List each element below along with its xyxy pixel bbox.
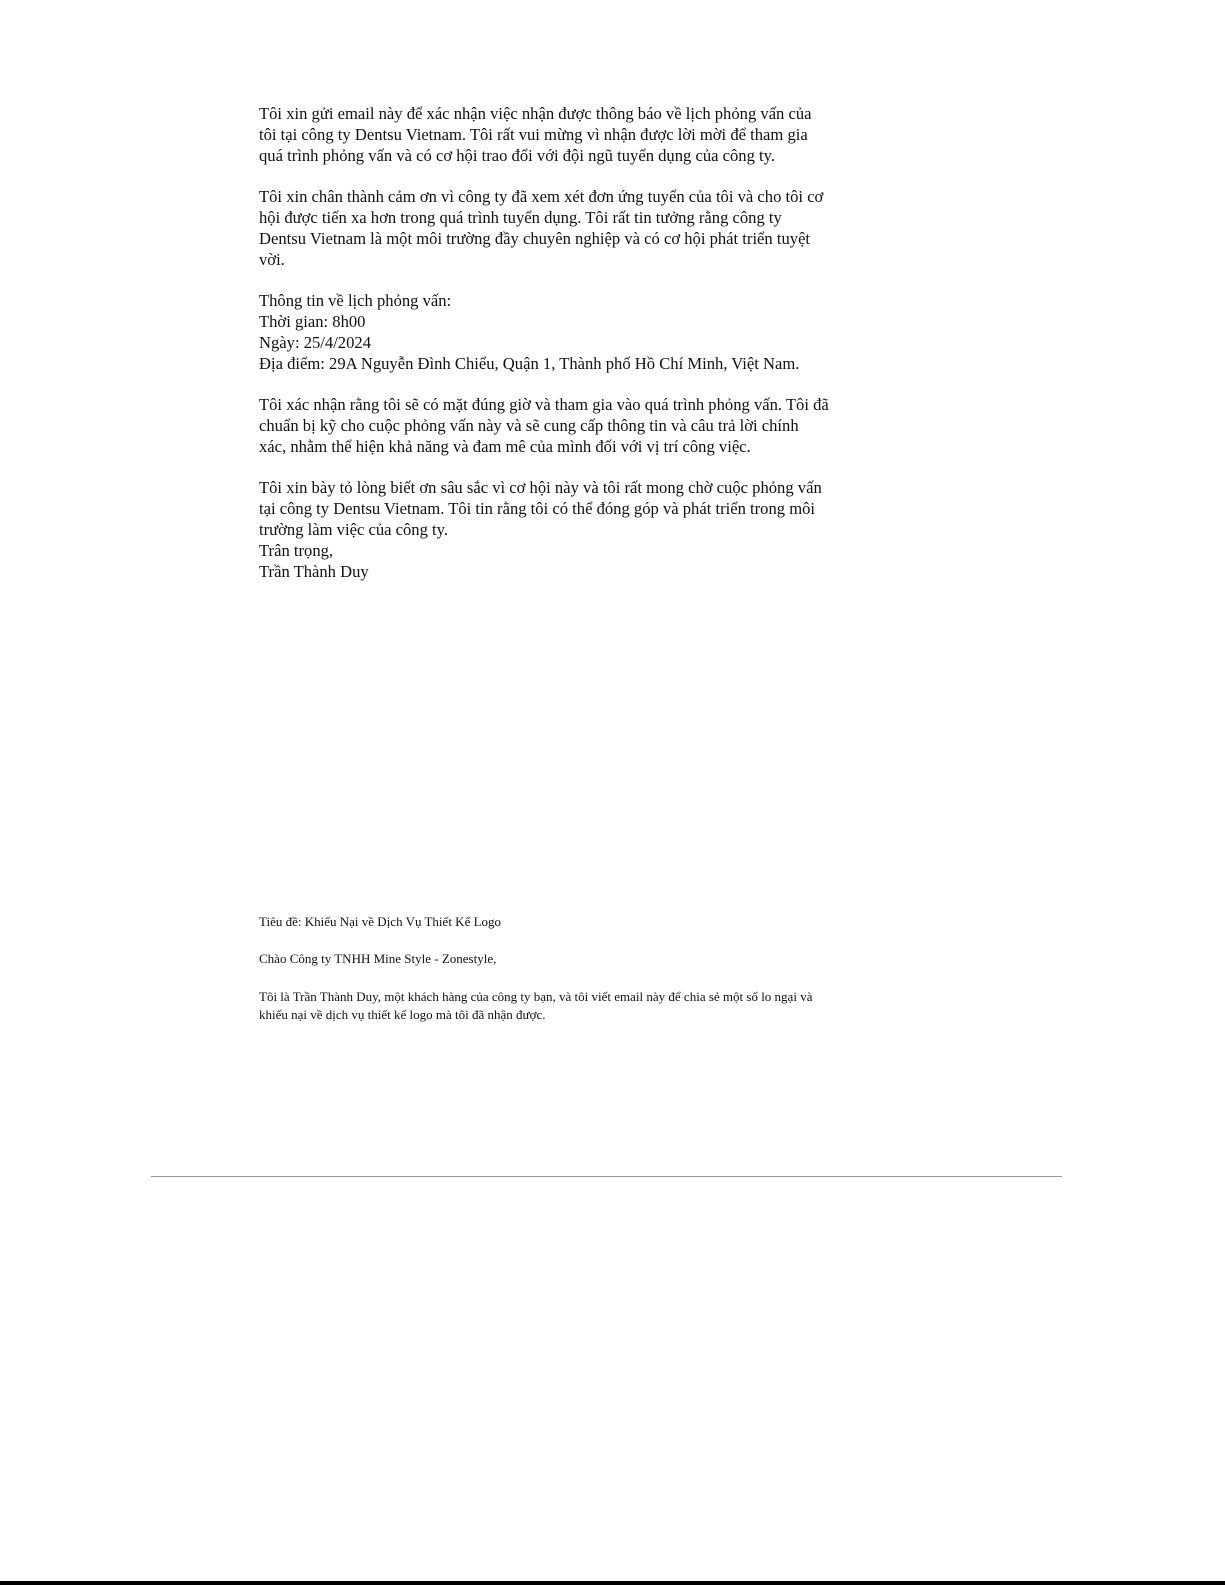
page-separator: [151, 1176, 1062, 1177]
letter-signature: Trần Thành Duy: [259, 561, 369, 581]
complaint-greeting: Chào Công ty TNHH Mine Style - Zonestyle,: [259, 951, 497, 966]
schedule-heading: Thông tin về lịch phỏng vấn:: [259, 291, 452, 311]
schedule-time: Thời gian: 8h00: [259, 311, 366, 331]
letter-paragraph-thanks: Tôi xin chân thành cảm ơn vì công ty đã xem xét đơn ứng tuyển của tôi và cho tôi cơ hội được tiến xa hơn trong quá trình tuyển dụng. Tôi rất tin tưởng rằng công ty Dentsu Vietnam là một môi trường đầy chuyên nghiệp và có cơ hội phát triển tuyệt vời.: [259, 187, 824, 269]
letter-closing: Trân trọng,: [259, 540, 334, 560]
confirmation-letter: [259, 104, 829, 603]
complaint-subject: Tiêu đề: Khiếu Nại về Dịch Vụ Thiết Kế Logo: [259, 914, 502, 929]
letter-paragraph-confirmation: Tôi xác nhận rằng tôi sẽ có mặt đúng giờ và tham gia vào quá trình phỏng vấn. Tôi đã chuẩn bị kỹ cho cuộc phỏng vấn này và sẽ cung cấp thông tin và câu trả lời chính xác, nhằm thể hiện khả năng và đam mê của mình đối với vị trí công việc.: [259, 395, 829, 456]
letter-paragraph-intro: Tôi xin gửi email này để xác nhận việc nhận được thông báo về lịch phỏng vấn của tôi tại công ty Dentsu Vietnam. Tôi rất vui mừng vì nhận được lời mời để tham gia quá trình phỏng vấn và có cơ hội trao đổi với đội ngũ tuyển dụng của công ty.: [259, 104, 812, 165]
schedule-date: Ngày: 25/4/2024: [259, 332, 371, 352]
interview-schedule: [259, 291, 829, 374]
page-bottom-edge: [0, 1581, 1225, 1585]
letter-paragraph-gratitude: Tôi xin bày tỏ lòng biết ơn sâu sắc vì cơ hội này và tôi rất mong chờ cuộc phỏng vấn tại công ty Dentsu Vietnam. Tôi tin rằng tôi có thể đóng góp và phát triển trong môi trường làm việc của công ty.: [259, 478, 822, 539]
schedule-location: Địa điểm: 29A Nguyễn Đình Chiểu, Quận 1, Thành phố Hồ Chí Minh, Việt Nam.: [259, 353, 800, 373]
complaint-body: Tôi là Trần Thành Duy, một khách hàng của công ty bạn, và tôi viết email này để chia sẻ một số lo ngại và khiếu nại về dịch vụ thiết kế logo mà tôi đã nhận được.: [259, 989, 813, 1022]
letter-closing-block: [259, 478, 829, 582]
